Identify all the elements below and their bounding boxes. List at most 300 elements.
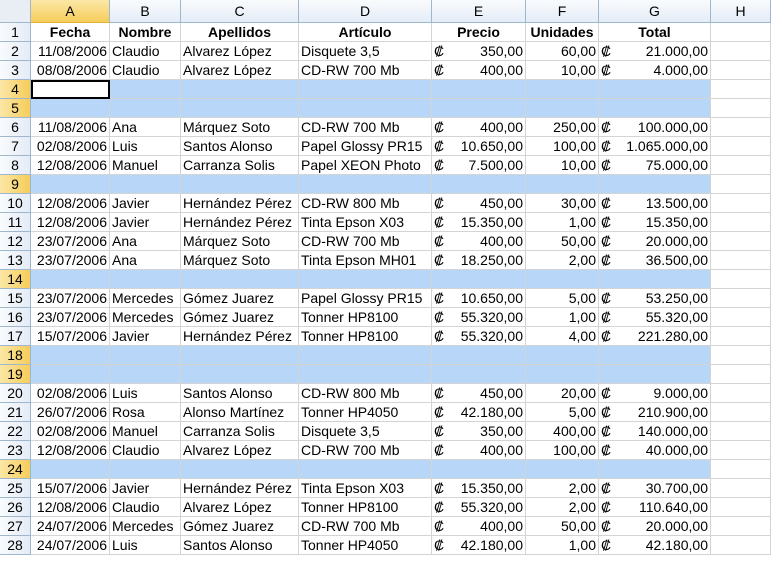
cell-e5[interactable] <box>432 99 526 118</box>
cell-f18[interactable] <box>526 346 599 365</box>
cell-e14[interactable] <box>432 270 526 289</box>
row-header-15[interactable]: 15 <box>0 289 31 308</box>
cell-e17[interactable] <box>432 327 526 346</box>
cell-e20[interactable] <box>432 384 526 403</box>
cell-c3[interactable]: Alvarez López <box>181 61 299 80</box>
cell-a1[interactable]: Fecha <box>31 23 110 42</box>
cell-h2[interactable] <box>711 42 771 61</box>
cell-b15[interactable]: Mercedes <box>110 289 181 308</box>
cell-d27[interactable]: CD-RW 700 Mb <box>299 517 432 536</box>
cell-h19[interactable] <box>711 365 771 384</box>
cell-f22[interactable]: 400,00 <box>526 422 599 441</box>
cell-b22[interactable]: Manuel <box>110 422 181 441</box>
cell-d21[interactable]: Tonner HP4050 <box>299 403 432 422</box>
row-header-6[interactable]: 6 <box>0 118 31 137</box>
cell-c5[interactable] <box>181 99 299 118</box>
cell-a15[interactable]: 23/07/2006 <box>31 289 110 308</box>
row-header-9[interactable]: 9 <box>0 175 31 194</box>
cell-h14[interactable] <box>711 270 771 289</box>
cell-b10[interactable]: Javier <box>110 194 181 213</box>
cell-a6[interactable]: 11/08/2006 <box>31 118 110 137</box>
cell-c27[interactable]: Gómez Juarez <box>181 517 299 536</box>
row-header-26[interactable]: 26 <box>0 498 31 517</box>
cell-d9[interactable] <box>299 175 432 194</box>
cell-b14[interactable] <box>110 270 181 289</box>
row-header-22[interactable]: 22 <box>0 422 31 441</box>
column-header-a[interactable]: A <box>31 0 110 23</box>
cell-d6[interactable]: CD-RW 700 Mb <box>299 118 432 137</box>
cell-g5[interactable] <box>599 99 711 118</box>
cell-g19[interactable] <box>599 365 711 384</box>
table-row <box>0 422 771 441</box>
cell-f10[interactable]: 30,00 <box>526 194 599 213</box>
cell-c24[interactable] <box>181 460 299 479</box>
cell-c22[interactable]: Carranza Solis <box>181 422 299 441</box>
cell-g9[interactable] <box>599 175 711 194</box>
cell-c7[interactable]: Santos Alonso <box>181 137 299 156</box>
cell-c6[interactable]: Márquez Soto <box>181 118 299 137</box>
cell-b26[interactable]: Claudio <box>110 498 181 517</box>
cell-d14[interactable] <box>299 270 432 289</box>
cell-e22[interactable] <box>432 422 526 441</box>
cell-a26[interactable]: 12/08/2006 <box>31 498 110 517</box>
cell-b2[interactable]: Claudio <box>110 42 181 61</box>
cell-h15[interactable] <box>711 289 771 308</box>
cell-e15[interactable] <box>432 289 526 308</box>
precio-value: 400,00 <box>480 518 523 534</box>
currency-symbol: ₡ <box>601 195 612 211</box>
cell-f2[interactable]: 60,00 <box>526 42 599 61</box>
cell-g13[interactable] <box>599 251 711 270</box>
cell-b4[interactable] <box>110 80 181 99</box>
cell-f12[interactable]: 50,00 <box>526 232 599 251</box>
cell-e12[interactable] <box>432 232 526 251</box>
cell-b9[interactable] <box>110 175 181 194</box>
cell-g2[interactable] <box>599 42 711 61</box>
row-header-10[interactable]: 10 <box>0 194 31 213</box>
cell-b16[interactable]: Mercedes <box>110 308 181 327</box>
cell-a4[interactable] <box>31 80 110 99</box>
currency-symbol: ₡ <box>601 518 612 534</box>
cell-g20[interactable] <box>599 384 711 403</box>
cell-g25[interactable] <box>599 479 711 498</box>
cell-d16[interactable]: Tonner HP8100 <box>299 308 432 327</box>
cell-f3[interactable]: 10,00 <box>526 61 599 80</box>
cell-b17[interactable]: Javier <box>110 327 181 346</box>
cell-c19[interactable] <box>181 365 299 384</box>
cell-h8[interactable] <box>711 156 771 175</box>
cell-h27[interactable] <box>711 517 771 536</box>
cell-d5[interactable] <box>299 99 432 118</box>
column-header-b[interactable]: B <box>110 0 181 23</box>
cell-h24[interactable] <box>711 460 771 479</box>
cell-a13[interactable]: 23/07/2006 <box>31 251 110 270</box>
cell-a18[interactable] <box>31 346 110 365</box>
cell-f8[interactable]: 10,00 <box>526 156 599 175</box>
cell-d13[interactable]: Tinta Epson MH01 <box>299 251 432 270</box>
cell-b12[interactable]: Ana <box>110 232 181 251</box>
cell-b13[interactable]: Ana <box>110 251 181 270</box>
separator-row <box>0 270 771 289</box>
cell-g26[interactable] <box>599 498 711 517</box>
cell-h6[interactable] <box>711 118 771 137</box>
cell-a8[interactable]: 12/08/2006 <box>31 156 110 175</box>
row-header-19[interactable]: 19 <box>0 365 31 384</box>
cell-e8[interactable] <box>432 156 526 175</box>
row-header-11[interactable]: 11 <box>0 213 31 232</box>
cell-d26[interactable]: Tonner HP8100 <box>299 498 432 517</box>
cell-b5[interactable] <box>110 99 181 118</box>
cell-b23[interactable]: Claudio <box>110 441 181 460</box>
precio-value: 7.500,00 <box>468 157 523 173</box>
row-header-27[interactable]: 27 <box>0 517 31 536</box>
cell-b24[interactable] <box>110 460 181 479</box>
cell-a23[interactable]: 12/08/2006 <box>31 441 110 460</box>
cell-d10[interactable]: CD-RW 800 Mb <box>299 194 432 213</box>
cell-e9[interactable] <box>432 175 526 194</box>
cell-a9[interactable] <box>31 175 110 194</box>
cell-f17[interactable]: 4,00 <box>526 327 599 346</box>
row-header-24[interactable]: 24 <box>0 460 31 479</box>
table-row <box>0 384 771 403</box>
cell-f13[interactable]: 2,00 <box>526 251 599 270</box>
cell-d22[interactable]: Disquete 3,5 <box>299 422 432 441</box>
cell-b11[interactable]: Javier <box>110 213 181 232</box>
cell-e24[interactable] <box>432 460 526 479</box>
cell-c14[interactable] <box>181 270 299 289</box>
cell-e3[interactable] <box>432 61 526 80</box>
cell-c17[interactable]: Hernández Pérez <box>181 327 299 346</box>
cell-c2[interactable]: Alvarez López <box>181 42 299 61</box>
cell-e28[interactable] <box>432 536 526 555</box>
cell-g27[interactable] <box>599 517 711 536</box>
cell-g15[interactable] <box>599 289 711 308</box>
cell-d28[interactable]: Tonner HP4050 <box>299 536 432 555</box>
cell-h23[interactable] <box>711 441 771 460</box>
cell-g10[interactable] <box>599 194 711 213</box>
currency-symbol: ₡ <box>434 499 445 515</box>
cell-a5[interactable] <box>31 99 110 118</box>
cell-g7[interactable] <box>599 137 711 156</box>
cell-a16[interactable]: 23/07/2006 <box>31 308 110 327</box>
cell-a3[interactable]: 08/08/2006 <box>31 61 110 80</box>
column-header-g[interactable]: G <box>599 0 711 23</box>
cell-d20[interactable]: CD-RW 800 Mb <box>299 384 432 403</box>
cell-g1[interactable]: Total <box>599 23 711 42</box>
cell-a19[interactable] <box>31 365 110 384</box>
row-header-17[interactable]: 17 <box>0 327 31 346</box>
cell-d17[interactable]: Tonner HP8100 <box>299 327 432 346</box>
cell-c4[interactable] <box>181 80 299 99</box>
total-value: 4.000,00 <box>653 62 708 78</box>
cell-f6[interactable]: 250,00 <box>526 118 599 137</box>
cell-a21[interactable]: 26/07/2006 <box>31 403 110 422</box>
total-value: 55.320,00 <box>645 309 708 325</box>
row-header-7[interactable]: 7 <box>0 137 31 156</box>
cell-d8[interactable]: Papel XEON Photo <box>299 156 432 175</box>
cell-c11[interactable]: Hernández Pérez <box>181 213 299 232</box>
cell-a27[interactable]: 24/07/2006 <box>31 517 110 536</box>
cell-c28[interactable]: Santos Alonso <box>181 536 299 555</box>
cell-a7[interactable]: 02/08/2006 <box>31 137 110 156</box>
cell-h16[interactable] <box>711 308 771 327</box>
cell-b18[interactable] <box>110 346 181 365</box>
cell-g3[interactable] <box>599 61 711 80</box>
cell-e6[interactable] <box>432 118 526 137</box>
cell-g16[interactable] <box>599 308 711 327</box>
currency-symbol: ₡ <box>434 404 445 420</box>
cell-b27[interactable]: Mercedes <box>110 517 181 536</box>
cell-f5[interactable] <box>526 99 599 118</box>
column-header-d[interactable]: D <box>299 0 432 23</box>
cell-h1[interactable] <box>711 23 771 42</box>
cell-e19[interactable] <box>432 365 526 384</box>
cell-h7[interactable] <box>711 137 771 156</box>
cell-g6[interactable] <box>599 118 711 137</box>
row-header-23[interactable]: 23 <box>0 441 31 460</box>
cell-b7[interactable]: Luis <box>110 137 181 156</box>
cell-a11[interactable]: 12/08/2006 <box>31 213 110 232</box>
cell-h11[interactable] <box>711 213 771 232</box>
cell-f19[interactable] <box>526 365 599 384</box>
cell-b20[interactable]: Luis <box>110 384 181 403</box>
precio-value: 350,00 <box>480 43 523 59</box>
cell-c1[interactable]: Apellidos <box>181 23 299 42</box>
cell-f16[interactable]: 1,00 <box>526 308 599 327</box>
cell-b3[interactable]: Claudio <box>110 61 181 80</box>
cell-b21[interactable]: Rosa <box>110 403 181 422</box>
cell-h4[interactable] <box>711 80 771 99</box>
row-header-5[interactable]: 5 <box>0 99 31 118</box>
column-header-f[interactable]: F <box>526 0 599 23</box>
cell-d18[interactable] <box>299 346 432 365</box>
cell-h21[interactable] <box>711 403 771 422</box>
cell-e16[interactable] <box>432 308 526 327</box>
table-row <box>0 517 771 536</box>
cell-f4[interactable] <box>526 80 599 99</box>
cell-h12[interactable] <box>711 232 771 251</box>
column-header-h[interactable]: H <box>711 0 771 23</box>
cell-h13[interactable] <box>711 251 771 270</box>
row-header-16[interactable]: 16 <box>0 308 31 327</box>
cell-c12[interactable]: Márquez Soto <box>181 232 299 251</box>
cell-c18[interactable] <box>181 346 299 365</box>
cell-c9[interactable] <box>181 175 299 194</box>
cell-a10[interactable]: 12/08/2006 <box>31 194 110 213</box>
cell-c23[interactable]: Alvarez López <box>181 441 299 460</box>
cell-h18[interactable] <box>711 346 771 365</box>
cell-f15[interactable]: 5,00 <box>526 289 599 308</box>
cell-f27[interactable]: 50,00 <box>526 517 599 536</box>
cell-e23[interactable] <box>432 441 526 460</box>
cell-a25[interactable]: 15/07/2006 <box>31 479 110 498</box>
cell-g8[interactable] <box>599 156 711 175</box>
cell-g23[interactable] <box>599 441 711 460</box>
cell-d24[interactable] <box>299 460 432 479</box>
cell-f26[interactable]: 2,00 <box>526 498 599 517</box>
cell-f28[interactable]: 1,00 <box>526 536 599 555</box>
cell-g12[interactable] <box>599 232 711 251</box>
cell-h9[interactable] <box>711 175 771 194</box>
cell-h17[interactable] <box>711 327 771 346</box>
precio-value: 450,00 <box>480 195 523 211</box>
cell-d1[interactable]: Artículo <box>299 23 432 42</box>
currency-symbol: ₡ <box>601 252 612 268</box>
row-header-18[interactable]: 18 <box>0 346 31 365</box>
row-header-3[interactable]: 3 <box>0 61 31 80</box>
cell-g4[interactable] <box>599 80 711 99</box>
currency-symbol: ₡ <box>434 309 445 325</box>
currency-symbol: ₡ <box>434 385 445 401</box>
cell-h5[interactable] <box>711 99 771 118</box>
currency-symbol: ₡ <box>434 195 445 211</box>
row-header-21[interactable]: 21 <box>0 403 31 422</box>
precio-value: 10.650,00 <box>460 138 523 154</box>
cell-c8[interactable]: Carranza Solis <box>181 156 299 175</box>
cell-e21[interactable] <box>432 403 526 422</box>
precio-value: 42.180,00 <box>460 404 523 420</box>
cell-b8[interactable]: Manuel <box>110 156 181 175</box>
cell-e1[interactable]: Precio <box>432 23 526 42</box>
cell-f20[interactable]: 20,00 <box>526 384 599 403</box>
precio-value: 450,00 <box>480 385 523 401</box>
cell-f14[interactable] <box>526 270 599 289</box>
cell-g18[interactable] <box>599 346 711 365</box>
cell-d12[interactable]: CD-RW 700 Mb <box>299 232 432 251</box>
currency-symbol: ₡ <box>434 214 445 230</box>
cell-a22[interactable]: 02/08/2006 <box>31 422 110 441</box>
cell-e25[interactable] <box>432 479 526 498</box>
cell-h22[interactable] <box>711 422 771 441</box>
cell-a28[interactable]: 24/07/2006 <box>31 536 110 555</box>
table-row <box>0 213 771 232</box>
cell-a24[interactable] <box>31 460 110 479</box>
row-header-20[interactable]: 20 <box>0 384 31 403</box>
cell-h10[interactable] <box>711 194 771 213</box>
cell-g28[interactable] <box>599 536 711 555</box>
cell-e4[interactable] <box>432 80 526 99</box>
cell-a17[interactable]: 15/07/2006 <box>31 327 110 346</box>
currency-symbol: ₡ <box>434 518 445 534</box>
cell-e2[interactable] <box>432 42 526 61</box>
cell-b19[interactable] <box>110 365 181 384</box>
cell-b1[interactable]: Nombre <box>110 23 181 42</box>
cell-h26[interactable] <box>711 498 771 517</box>
precio-value: 15.350,00 <box>460 480 523 496</box>
cell-a2[interactable]: 11/08/2006 <box>31 42 110 61</box>
currency-symbol: ₡ <box>434 423 445 439</box>
cell-e7[interactable] <box>432 137 526 156</box>
cell-d11[interactable]: Tinta Epson X03 <box>299 213 432 232</box>
cell-e26[interactable] <box>432 498 526 517</box>
cell-d2[interactable]: Disquete 3,5 <box>299 42 432 61</box>
cell-c21[interactable]: Alonso Martínez <box>181 403 299 422</box>
cell-e18[interactable] <box>432 346 526 365</box>
row-header-12[interactable]: 12 <box>0 232 31 251</box>
total-value: 13.500,00 <box>645 195 708 211</box>
cell-e13[interactable] <box>432 251 526 270</box>
table-row <box>0 498 771 517</box>
currency-symbol: ₡ <box>434 252 445 268</box>
select-all-corner[interactable] <box>0 0 31 23</box>
cell-a20[interactable]: 02/08/2006 <box>31 384 110 403</box>
cell-h20[interactable] <box>711 384 771 403</box>
cell-a12[interactable]: 23/07/2006 <box>31 232 110 251</box>
cell-c25[interactable]: Hernández Pérez <box>181 479 299 498</box>
cell-c16[interactable]: Gómez Juarez <box>181 308 299 327</box>
cell-d4[interactable] <box>299 80 432 99</box>
cell-d7[interactable]: Papel Glossy PR15 <box>299 137 432 156</box>
cell-c13[interactable]: Márquez Soto <box>181 251 299 270</box>
cell-c20[interactable]: Santos Alonso <box>181 384 299 403</box>
cell-d23[interactable]: CD-RW 700 Mb <box>299 441 432 460</box>
cell-e11[interactable] <box>432 213 526 232</box>
cell-g14[interactable] <box>599 270 711 289</box>
row-header-25[interactable]: 25 <box>0 479 31 498</box>
row-header-1[interactable]: 1 <box>0 23 31 42</box>
cell-b28[interactable]: Luis <box>110 536 181 555</box>
cell-h3[interactable] <box>711 61 771 80</box>
cell-e27[interactable] <box>432 517 526 536</box>
cell-c15[interactable]: Gómez Juarez <box>181 289 299 308</box>
column-header-c[interactable]: C <box>181 0 299 23</box>
currency-symbol: ₡ <box>601 290 612 306</box>
cell-g17[interactable] <box>599 327 711 346</box>
cell-d15[interactable]: Papel Glossy PR15 <box>299 289 432 308</box>
currency-symbol: ₡ <box>434 233 445 249</box>
currency-symbol: ₡ <box>601 62 612 78</box>
row-header-13[interactable]: 13 <box>0 251 31 270</box>
cell-f25[interactable]: 2,00 <box>526 479 599 498</box>
cell-h28[interactable] <box>711 536 771 555</box>
cell-b6[interactable]: Ana <box>110 118 181 137</box>
cell-h25[interactable] <box>711 479 771 498</box>
row-header-14[interactable]: 14 <box>0 270 31 289</box>
currency-symbol: ₡ <box>601 328 612 344</box>
cell-g24[interactable] <box>599 460 711 479</box>
cell-f24[interactable] <box>526 460 599 479</box>
total-value: 110.640,00 <box>638 499 708 515</box>
sheet-rows <box>0 23 771 555</box>
cell-f11[interactable]: 1,00 <box>526 213 599 232</box>
cell-f21[interactable]: 5,00 <box>526 403 599 422</box>
cell-f23[interactable]: 100,00 <box>526 441 599 460</box>
cell-d3[interactable]: CD-RW 700 Mb <box>299 61 432 80</box>
cell-f1[interactable]: Unidades <box>526 23 599 42</box>
cell-c10[interactable]: Hernández Pérez <box>181 194 299 213</box>
separator-row <box>0 460 771 479</box>
cell-g22[interactable] <box>599 422 711 441</box>
total-value: 75.000,00 <box>645 157 708 173</box>
table-row <box>0 232 771 251</box>
cell-f7[interactable]: 100,00 <box>526 137 599 156</box>
cell-d19[interactable] <box>299 365 432 384</box>
row-header-2[interactable]: 2 <box>0 42 31 61</box>
currency-symbol: ₡ <box>601 214 612 230</box>
column-header-e[interactable]: E <box>432 0 526 23</box>
cell-c26[interactable]: Alvarez López <box>181 498 299 517</box>
cell-b25[interactable]: Javier <box>110 479 181 498</box>
cell-e10[interactable] <box>432 194 526 213</box>
cell-a14[interactable] <box>31 270 110 289</box>
row-header-4[interactable]: 4 <box>0 80 31 99</box>
cell-g21[interactable] <box>599 403 711 422</box>
cell-d25[interactable]: Tinta Epson X03 <box>299 479 432 498</box>
row-header-8[interactable]: 8 <box>0 156 31 175</box>
row-header-28[interactable]: 28 <box>0 536 31 555</box>
cell-f9[interactable] <box>526 175 599 194</box>
cell-g11[interactable] <box>599 213 711 232</box>
